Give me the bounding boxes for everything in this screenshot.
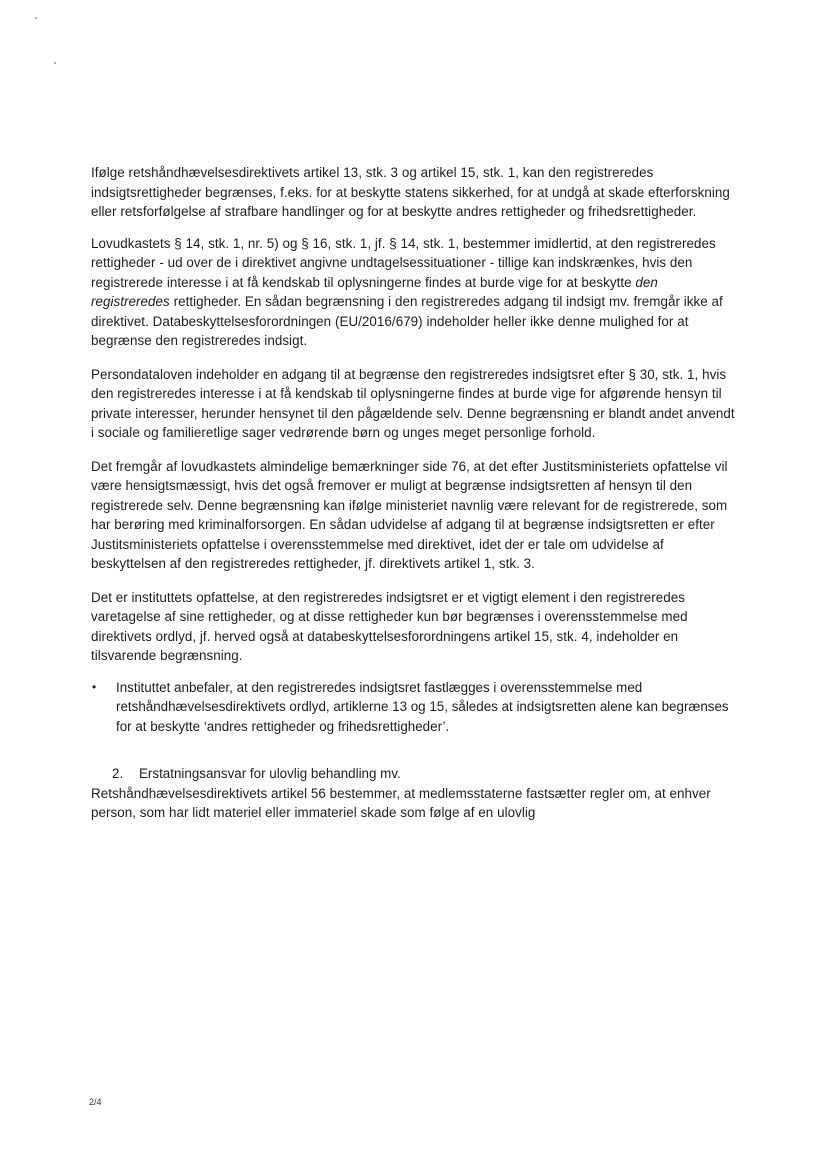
- paragraph-ministry-remarks: Det fremgår af lovudkastets almindelige bemærkninger side 76, at det efter Justitsministeriets opfattelse vil være hensigtsmæssigt, hvis det også fremover er muligt at begrænse indsigtsretten af hensyn til den registrerede selv. Denne begrænsning kan ifølge ministeriet navnlig være relevant for de registrerede, som har berøring med kriminalforsorgen. En sådan udvidelse af adgang til at begrænse indsigtsretten er efter Justitsministeriets opfattelse i overensstemmelse med direktivet, idet der er tale om udvidelse af beskyttelsen af den registreredes rettigheder, jf. direktivets artikel 1, stk. 3.: [91, 458, 728, 571]
- emphasis-text: den registreredes: [91, 274, 658, 309]
- paragraph-text: rettigheder. En sådan begrænsning i den registreredes adgang til indsigt mv. fremgår ikke af direktivet. Databeskyttelsesforordningen (EU/2016/679) indeholder heller ikke denne mulighed for at begrænse den registreredes indsigt.: [91, 294, 723, 348]
- paragraph-text: Lovudkastets § 14, stk. 1, nr. 5) og § 16, stk. 1, jf. § 14, stk. 1, bestemmer imidlertid, at den registreredes rettigheder - ud over de i direktivet angivne undtagelsessituationer - tillige kan indskrænkes, hvis den registrerede interesse i at få kendskab til oplysningerne findes at burde vige for at beskytte: [91, 235, 716, 290]
- scan-speck: [35, 17, 37, 19]
- section-title: Erstatningsansvar for ulovlig behandling mv.: [139, 766, 401, 781]
- paragraph-institute-opinion: Det er instituttets opfattelse, at den registreredes indsigtsret er et vigtigt element i den registreredes varetagelse af sine rettigheder, og at disse rettigheder kun bør begrænses i overensstemmelse med direktivets ordlyd, jf. herved også at databeskyttelsesforordningens artikel 15, stk. 4, indeholder en tilsvarende begrænsning.: [91, 589, 688, 663]
- page-number: 2/4: [89, 1097, 102, 1107]
- recommendation-bullet: [91, 678, 739, 737]
- section-heading: [91, 764, 739, 784]
- scan-speck: [54, 62, 56, 64]
- document-body: [91, 163, 739, 836]
- paragraph-liability: Retshåndhævelsesdirektivets artikel 56 bestemmer, at medlemsstaterne fastsætter regler om, at enhver person, som har lidt materiel eller immateriel skade som følge af en ulovlig: [91, 785, 711, 820]
- recommendation-text: Instituttet anbefaler, at den registreredes indsigtsret fastlægges i overensstemmelse med retshåndhævelsesdirektivets ordlyd, artiklerne 13 og 15, således at indsigtsretten alene kan begrænses for at beskytte ‘andres rettigheder og frihedsrettigheder’.: [116, 679, 729, 734]
- paragraph-bill-restrictions: [91, 234, 739, 351]
- section-number: 2.: [112, 766, 124, 781]
- bullet-marker: •: [92, 679, 97, 694]
- paragraph-directive-limits: Ifølge retshåndhævelsesdirektivets artikel 13, stk. 3 og artikel 15, stk. 1, kan den registreredes indsigtsrettigheder begrænses, f.eks. for at beskytte statens sikkerhed, for at undgå at skade efterforskning eller retsforfølgelse af strafbare handlinger og for at beskytte andres rettigheder og frihedsrettigheder.: [91, 165, 730, 219]
- paragraph-data-protection-act: Persondataloven indeholder en adgang til at begrænse den registreredes indsigtsret efter § 30, stk. 1, hvis den registreredes interesse i at få kendskab til oplysningerne findes at burde vige for afgørende hensyn til private interesser, herunder hensynet til den pågældende selv. Denne begrænsning er blandt andet anvendt i sociale og familieretlige sager vedrørende børn og unges meget personlige forhold.: [91, 366, 735, 440]
